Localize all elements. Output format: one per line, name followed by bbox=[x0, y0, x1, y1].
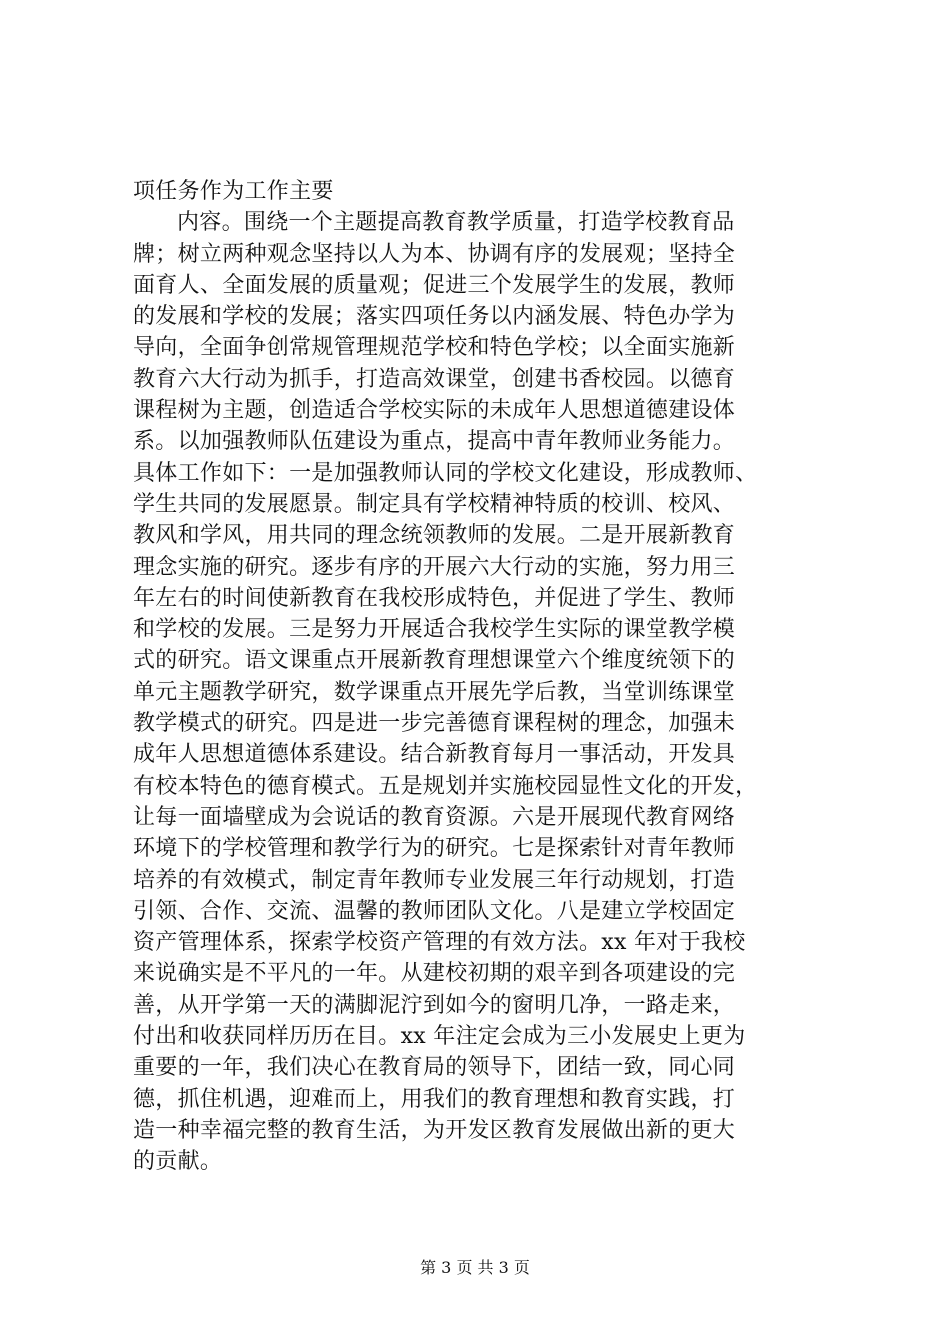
text-line: 教风和学风，用共同的理念统领教师的发展。二是开展新教育 bbox=[133, 523, 736, 549]
page-footer bbox=[0, 1258, 950, 1278]
text-line: 付出和收获同样历历在目。xx 年注定会成为三小发展史上更为 bbox=[133, 1024, 746, 1050]
text-line: 面育人、全面发展的质量观；促进三个发展学生的发展，教师 bbox=[133, 272, 736, 298]
text-line: 环境下的学校管理和教学行为的研究。七是探索针对青年教师 bbox=[133, 836, 736, 862]
text-line: 德，抓住机遇，迎难而上，用我们的教育理想和教育实践，打 bbox=[133, 1086, 736, 1112]
text-line: 的发展和学校的发展；落实四项任务以内涵发展、特色办学为 bbox=[133, 304, 736, 330]
text-line: 学生共同的发展愿景。制定具有学校精神特质的校训、校风、 bbox=[133, 491, 736, 517]
text-line: 造一种幸福完整的教育生活，为开发区教育发展做出新的更大 bbox=[133, 1117, 736, 1143]
text-line: 教育六大行动为抓手，打造高效课堂，创建书香校园。以德育 bbox=[133, 366, 736, 392]
text-line: 牌；树立两种观念坚持以人为本、协调有序的发展观；坚持全 bbox=[133, 241, 736, 267]
text-line: 和学校的发展。三是努力开展适合我校学生实际的课堂教学模 bbox=[133, 617, 736, 643]
text-line: 课程树为主题，创造适合学校实际的未成年人思想道德建设体 bbox=[133, 398, 736, 424]
text-line: 教学模式的研究。四是进一步完善德育课程树的理念，加强未 bbox=[133, 711, 736, 737]
text-line: 年左右的时间使新教育在我校形成特色，并促进了学生、教师 bbox=[133, 585, 736, 611]
text-line: 理念实施的研究。逐步有序的开展六大行动的实施，努力用三 bbox=[133, 554, 736, 580]
text-line: 成年人思想道德体系建设。结合新教育每月一事活动，开发具 bbox=[133, 742, 736, 768]
text-line: 内容。围绕一个主题提高教育教学质量，打造学校教育品 bbox=[177, 210, 735, 236]
text-line: 具体工作如下：一是加强教师认同的学校文化建设，形成教师、 bbox=[133, 460, 758, 486]
text-line: 式的研究。语文课重点开展新教育理想课堂六个维度统领下的 bbox=[133, 648, 736, 674]
body-text bbox=[133, 176, 833, 1178]
text-line: 善，从开学第一天的满脚泥泞到如今的窗明几净，一路走来， bbox=[133, 992, 736, 1018]
page-number-label: 第 3 页 共 3 页 bbox=[420, 1258, 530, 1277]
text-line: 导向，全面争创常规管理规范学校和特色学校；以全面实施新 bbox=[133, 335, 736, 361]
text-line: 让每一面墙壁成为会说话的教育资源。六是开展现代教育网络 bbox=[133, 804, 736, 830]
text-line: 引领、合作、交流、温馨的教师团队文化。八是建立学校固定 bbox=[133, 898, 736, 924]
text-line: 重要的一年，我们决心在教育局的领导下，团结一致，同心同 bbox=[133, 1055, 736, 1081]
text-line: 项任务作为工作主要 bbox=[133, 179, 334, 204]
text-line: 系。以加强教师队伍建设为重点，提高中青年教师业务能力。 bbox=[133, 429, 736, 455]
text-line: 单元主题教学研究，数学课重点开展先学后教，当堂训练课堂 bbox=[133, 679, 736, 705]
text-line: 的贡献。 bbox=[133, 1149, 223, 1175]
text-line: 来说确实是不平凡的一年。从建校初期的艰辛到各项建设的完 bbox=[133, 961, 736, 987]
text-line: 有校本特色的德育模式。五是规划并实施校园显性文化的开发， bbox=[133, 773, 758, 799]
text-line: 资产管理体系，探索学校资产管理的有效方法。xx 年对于我校 bbox=[133, 930, 746, 956]
text-line: 培养的有效模式，制定青年教师专业发展三年行动规划，打造 bbox=[133, 867, 736, 893]
